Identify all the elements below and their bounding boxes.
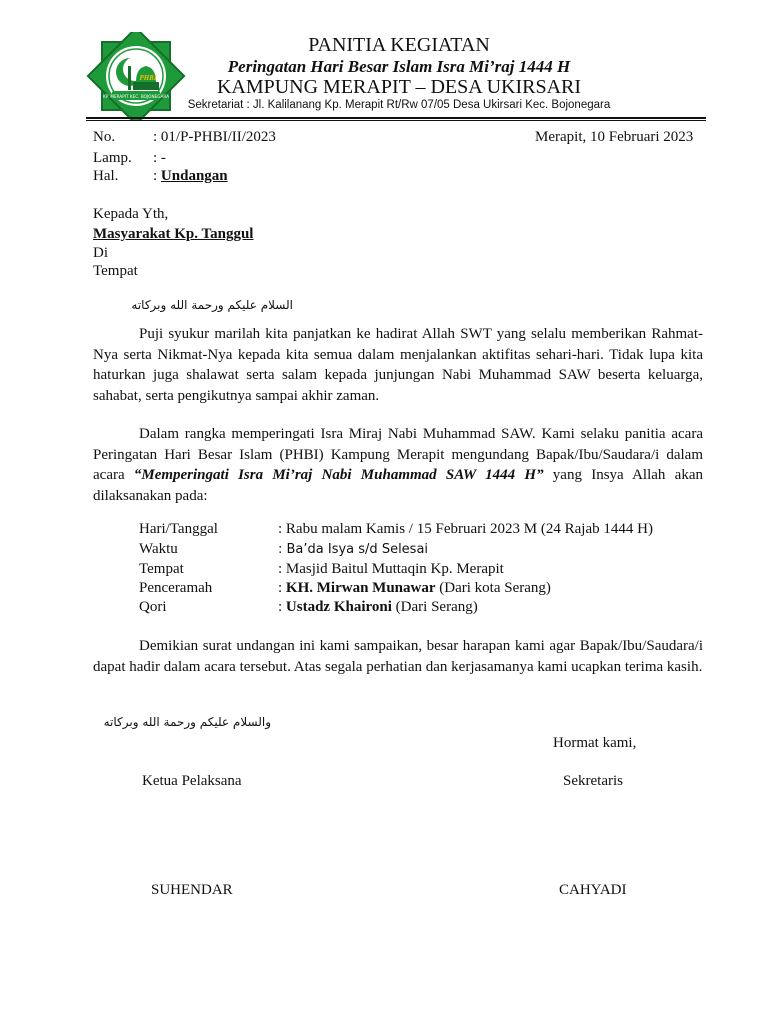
recipient-di: Di <box>93 245 108 261</box>
speaker-origin: (Dari kota Serang) <box>435 580 551 596</box>
event-title: “Memperingati Isra Mi’raj Nabi Muhammad SAW 1444 H” <box>133 467 544 483</box>
detail-value-venue: : Masjid Baitul Muttaqin Kp. Merapit <box>278 561 504 577</box>
letterhead-subtitle: Peringatan Hari Besar Islam Isra Mi’raj 1444 H <box>227 57 571 76</box>
detail-label-date: Hari/Tanggal <box>139 521 218 537</box>
detail-label-venue: Tempat <box>139 561 184 577</box>
letterhead-title: PANITIA KEGIATAN <box>308 34 490 56</box>
reciter-colon: : <box>278 599 286 615</box>
subject-label: Hal. <box>93 168 119 184</box>
letterhead-rule <box>86 117 706 119</box>
letterhead-address: Sekretariat : Jl. Kalilanang Kp. Merapit Rt/Rw 07/05 Desa Ukirsari Kec. Bojonegara <box>187 99 611 111</box>
paragraph-2-intro: Dalam rangka memperingati Isra Miraj Nabi Muhammad SAW. Kami selaku panitia acara Peringatan Hari Besar Islam (PHBI) Kampung Merapit mengundang Bapak/Ibu/Saudara/i dalam acara <box>93 426 703 483</box>
reciter-name: Ustadz Khaironi <box>285 599 392 615</box>
detail-value-date: : Rabu malam Kamis / 15 Februari 2023 M (24 Rajab 1444 H) <box>278 521 653 537</box>
attachment-value: : - <box>153 150 166 166</box>
detail-label-time: Waktu <box>139 541 178 557</box>
subject-value: Undangan <box>160 168 228 184</box>
body-paragraph-3: Demikian surat undangan ini kami sampaikan, besar harapan kami agar Bapak/Ibu/Saudara/i dapat hadir dalam acara tersebut. Atas segala perhatian dan kerjasamanya kami ucapkan terima kasih. <box>93 638 703 675</box>
body-paragraph-2 <box>93 424 703 506</box>
signature-left-role: Ketua Pelaksana <box>142 773 242 789</box>
letterhead-rule-thin <box>86 120 706 121</box>
number-label: No. <box>93 129 116 145</box>
speaker-name: KH. Mirwan Munawar <box>285 580 436 596</box>
reciter-origin: (Dari Serang) <box>391 599 478 615</box>
detail-label-reciter: Qori <box>139 599 167 615</box>
salam-opening: السلام عليكم ورحمة الله وبركاته <box>131 298 293 312</box>
recipient-name: Masyarakat Kp. Tanggul <box>93 226 254 242</box>
paragraph-2-outro: yang Insya Allah akan dilaksanakan pada: <box>93 467 703 504</box>
detail-value-time: : Ba’da Isya s/d Selesai <box>278 542 429 557</box>
place-date: Merapit, 10 Februari 2023 <box>535 129 694 145</box>
signature-right-name: CAHYADI <box>559 882 627 898</box>
closing-phrase: Hormat kami, <box>553 735 637 751</box>
salam-closing: والسلام عليكم ورحمة الله وبركاته <box>103 715 271 729</box>
attachment-label: Lamp. <box>93 150 132 166</box>
recipient-greeting: Kepada Yth, <box>93 206 169 222</box>
signature-right-role: Sekretaris <box>563 773 623 789</box>
letterhead-organization: KAMPUNG MERAPIT – DESA UKIRSARI <box>216 76 582 98</box>
subject-colon: : <box>153 168 161 184</box>
detail-label-speaker: Penceramah <box>139 580 213 596</box>
signature-left-name: SUHENDAR <box>151 882 233 898</box>
recipient-place: Tempat <box>93 263 138 279</box>
detail-value-speaker <box>278 580 551 597</box>
number-value: : 01/P-PHBI/II/2023 <box>153 129 276 145</box>
committee-logo <box>86 32 186 120</box>
logo-caption: KP. MERAPIT KEC. BOJONEGARA <box>103 94 169 99</box>
body-paragraph-1: Puji syukur marilah kita panjatkan ke hadirat Allah SWT yang selalu memberikan Rahmat-Nya serta Nikmat-Nya kepada kita semua dalam menjalankan aktifitas sehari-hari. Tidak lupa kita haturkan juga shalawat serta salam kepada junjungan Nabi Muhammad SAW beserta keluarga, sahabat, serta pengikutnya sampai akhir zaman. <box>93 326 703 404</box>
logo-badge: PHBI <box>139 74 157 82</box>
speaker-colon: : <box>278 580 286 596</box>
detail-value-reciter <box>278 599 478 616</box>
subject-field <box>153 168 228 185</box>
